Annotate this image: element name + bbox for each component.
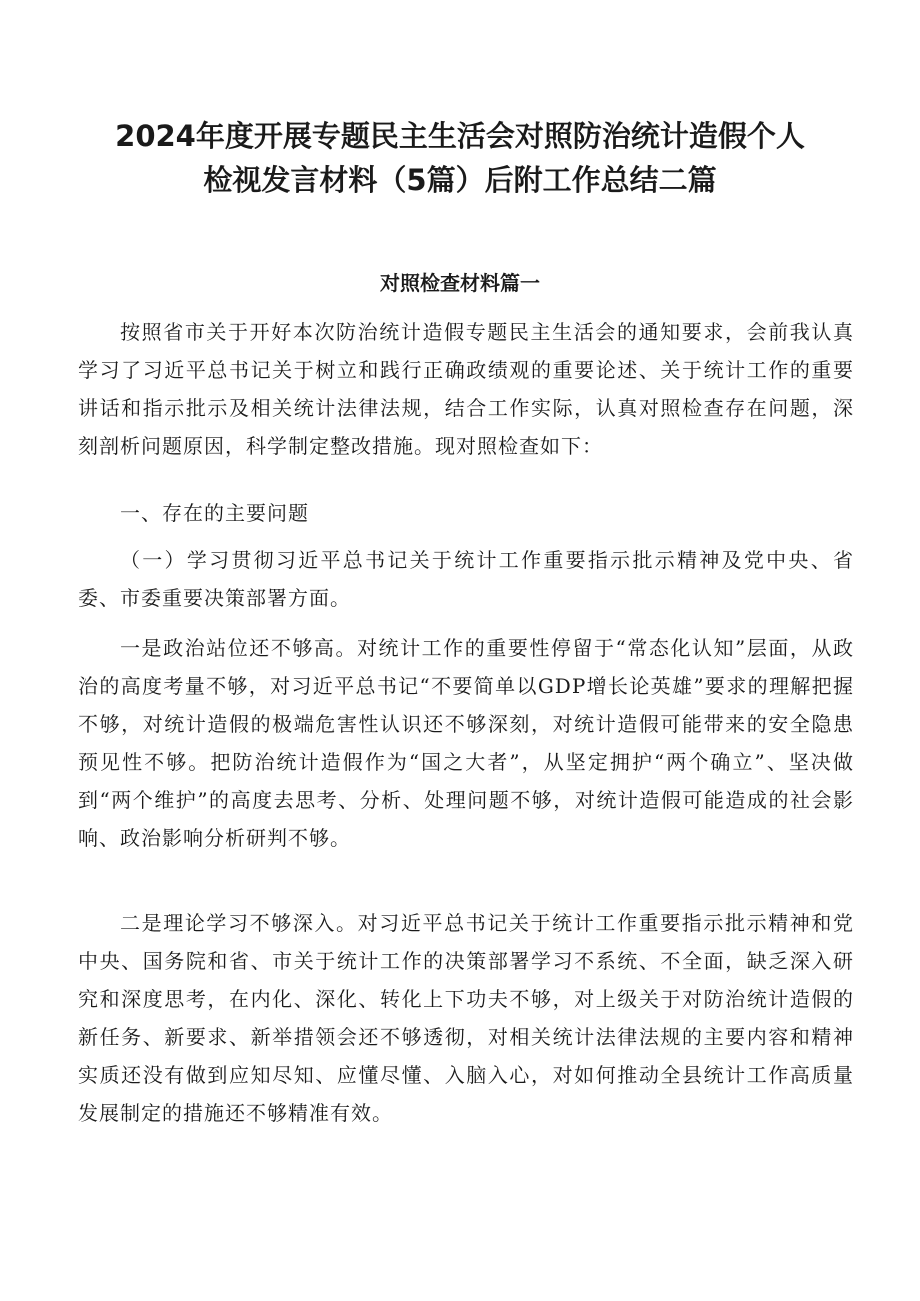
paragraph-theory-study: 二是理论学习不够深入。对习近平总书记关于统计工作重要指示批示精神和党中央、国务院和省、市关于统计工作的决策部署学习不系统、不全面，缺乏深入研究和深度思考，在内化、深化、转化上下功夫不够，对上级关于对防治统计造假的新任务、新要求、新举措领会还不够透彻，对相关统计法律法规的主要内容和精神实质还没有做到应知尽知、应懂尽懂、入脑入心，对如何推动全县统计工作高质量发展制定的措施还不够精准有效。: [78, 911, 854, 1125]
document-title-line-1: 2024年度开展专题民主生活会对照防治统计造假个人: [115, 119, 805, 153]
section-title: 对照检查材料篇一: [380, 271, 540, 295]
subheading-study-implementation: （一）学习贯彻习近平总书记关于统计工作重要指示批示精神及党中央、省委、市委重要决策部署方面。: [78, 548, 854, 610]
paragraph-intro: 按照省市关于开好本次防治统计造假专题民主生活会的通知要求，会前我认真学习了习近平总书记关于树立和践行正确政绩观的重要论述、关于统计工作的重要讲话和指示批示及相关统计法律法规，结合工作实际，认真对照检查存在问题，深刻剖析问题原因，科学制定整改措施。现对照检查如下：: [78, 320, 854, 458]
heading-main-problems: 一、存在的主要问题: [120, 501, 309, 525]
document-title-line-2: 检视发言材料（5篇）后附工作总结二篇: [203, 163, 717, 197]
paragraph-political-stance: 一是政治站位还不够高。对统计工作的重要性停留于“常态化认知”层面，从政治的高度考量不够，对习近平总书记“不要简单以GDP增长论英雄”要求的理解把握不够，对统计造假的极端危害性认识还不够深刻，对统计造假可能带来的安全隐患预见性不够。把防治统计造假作为“国之大者”，从坚定拥护“两个确立”、坚决做到“两个维护”的高度去思考、分析、处理问题不够，对统计造假可能造成的社会影响、政治影响分析研判不够。: [78, 636, 854, 850]
